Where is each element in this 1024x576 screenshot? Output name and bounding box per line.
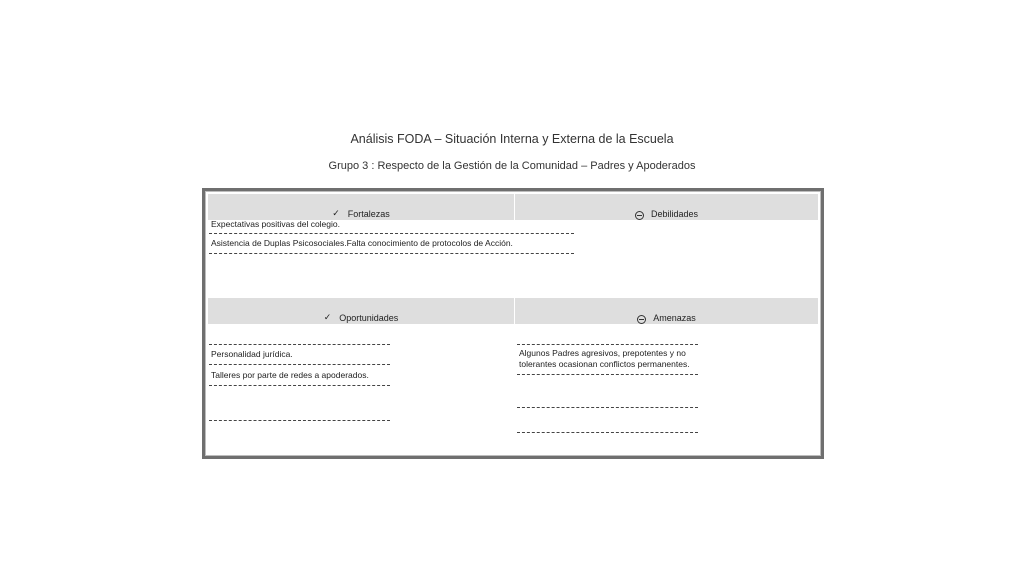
list-item: Asistencia de Duplas Psicosociales.Falta conocimiento de protocolos de Acción. xyxy=(211,238,513,248)
divider-line xyxy=(209,233,574,234)
oportunidades-cell xyxy=(209,324,509,449)
foda-table xyxy=(202,188,824,459)
header-amenazas-label: Amenazas xyxy=(653,313,696,323)
list-item: Expectativas positivas del colegio. xyxy=(211,219,340,229)
list-item: Algunos Padres agresivos, prepotentes y no tolerantes ocasionan conflictos permanentes. xyxy=(519,348,690,369)
amenazas-cell xyxy=(517,324,817,449)
document-subtitle: Grupo 3 : Respecto de la Gestión de la Comunidad – Padres y Apoderados xyxy=(328,160,696,172)
divider-line xyxy=(209,385,390,386)
list-item: Talleres por parte de redes a apoderados. xyxy=(211,370,369,380)
divider-line xyxy=(517,374,698,375)
divider-line xyxy=(517,344,698,345)
header-amenazas xyxy=(515,298,818,324)
divider-line xyxy=(517,407,698,408)
minus-circle-icon xyxy=(637,315,646,324)
divider-line xyxy=(209,364,390,365)
header-fortalezas xyxy=(208,194,514,220)
check-icon: ✓ xyxy=(323,312,332,322)
fortalezas-cell xyxy=(209,220,609,300)
document-title: Análisis FODA – Situación Interna y Externa de la Escuela xyxy=(350,132,674,146)
divider-line xyxy=(209,420,390,421)
header-oportunidades xyxy=(208,298,514,324)
header-fortalezas-label: Fortalezas xyxy=(347,209,390,219)
list-item: Personalidad jurídica. xyxy=(211,349,293,359)
header-debilidades xyxy=(515,194,818,220)
check-icon: ✓ xyxy=(332,208,340,218)
divider-line xyxy=(209,253,574,254)
divider-line xyxy=(209,344,390,345)
divider-line xyxy=(517,432,698,433)
minus-circle-icon xyxy=(635,211,644,220)
header-debilidades-label: Debilidades xyxy=(650,209,699,219)
header-oportunidades-label: Oportunidades xyxy=(339,313,399,323)
